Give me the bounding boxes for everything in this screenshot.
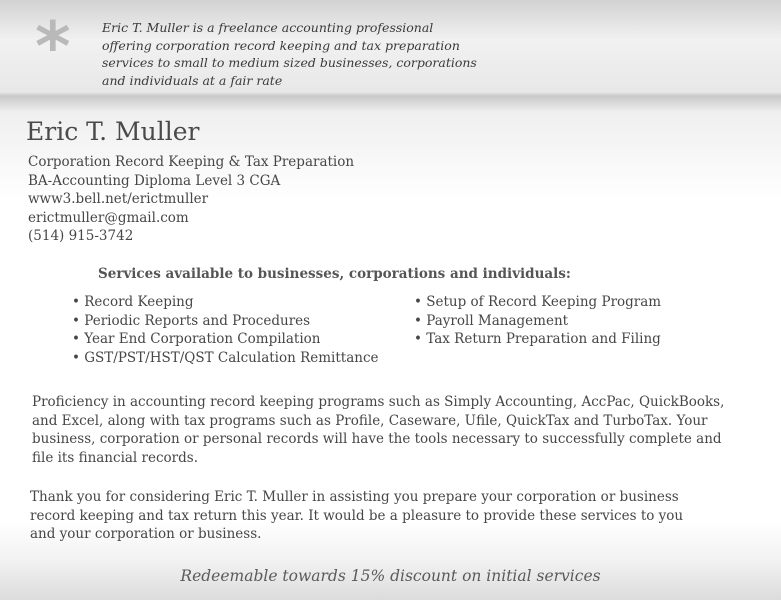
contact-title: Corporation Record Keeping & Tax Preparation (28, 154, 355, 170)
contact-name: Eric T. Muller (26, 117, 200, 146)
contact-phone: (514) 915-3742 (28, 228, 134, 244)
service-item: • Periodic Reports and Procedures (72, 312, 379, 331)
service-item: • Record Keeping (72, 293, 379, 312)
service-item: • GST/PST/HST/QST Calculation Remittance (72, 349, 379, 368)
contact-email: erictmuller@gmail.com (28, 209, 189, 226)
proficiency-paragraph: Proficiency in accounting record keeping programs such as Simply Accounting, AccPac, QuickBooks, and Excel, along with tax programs such as Profile, Caseware, Ufile, QuickTax and TurboTax. Your business, corporation or personal records will have the tools necessary to successfully complete and file its financial records. (32, 394, 725, 466)
service-item: • Tax Return Preparation and Filing (414, 330, 661, 349)
discount-offer: Redeemable towards 15% discount on initial services (180, 567, 601, 585)
services-heading: Services available to businesses, corporations and individuals: (98, 266, 571, 282)
contact-block (28, 153, 354, 246)
service-item: • Year End Corporation Compilation (72, 330, 379, 349)
services-list-left (72, 293, 379, 367)
contact-credentials: BA-Accounting Diploma Level 3 CGA (28, 172, 281, 189)
asterisk-icon: * (35, 8, 71, 87)
contact-website: www3.bell.net/erictmuller (28, 191, 209, 207)
tagline: Eric T. Muller is a freelance accounting professional offering corporation record keeping and tax preparation services to small to medium sized businesses, corporations and individuals at a fair rate (102, 20, 477, 88)
thanks-paragraph: Thank you for considering Eric T. Muller in assisting you prepare your corporation or business record keeping and tax return this year. It would be a pleasure to provide these services to you and your corporation or business. (30, 489, 684, 542)
service-item: • Setup of Record Keeping Program (414, 293, 661, 312)
services-list-right (414, 293, 661, 349)
service-item: • Payroll Management (414, 312, 661, 331)
